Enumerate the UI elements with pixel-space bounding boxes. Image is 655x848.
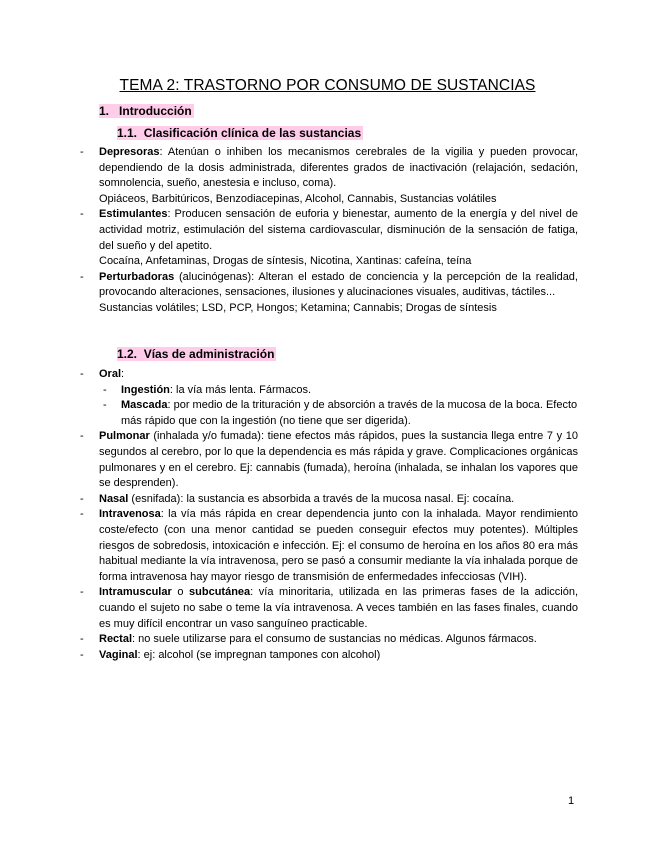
- term-mascada: Mascada: [121, 399, 168, 412]
- examples-estimulantes: Cocaína, Anfetaminas, Drogas de síntesis, Nicotina, Xantinas: cafeína, teína: [99, 255, 472, 268]
- list-dash: -: [103, 383, 107, 396]
- list-item-intravenosa: [80, 507, 578, 585]
- term-oral: Oral: [99, 368, 122, 380]
- list-dash: -: [80, 633, 84, 646]
- term-intravenosa: Intravenosa: [99, 508, 161, 521]
- routes-list: [80, 367, 579, 663]
- text-oral: :: [121, 368, 125, 380]
- list-dash: -: [80, 430, 84, 443]
- heading-label: Introducción: [119, 104, 192, 118]
- connector-o: o: [171, 586, 190, 599]
- classification-list: [80, 145, 578, 317]
- heading-number: 1.2.: [117, 347, 138, 361]
- term-perturbadoras: Perturbadoras: [99, 270, 175, 283]
- document-title: TEMA 2: TRASTORNO POR CONSUMO DE SUSTANCIAS: [119, 77, 536, 94]
- text-perturbadoras: (alucinógenas): Alteran el estado de conciencia y la percepción de la realidad, provocando alteraciones, sensaciones, ilusiones y alucinaciones visuales, auditivas, táctiles...: [99, 270, 578, 299]
- list-item-depresoras: [80, 145, 578, 207]
- term-pulmonar: Pulmonar: [99, 430, 150, 443]
- list-item-perturbadoras: [80, 270, 578, 317]
- text-vaginal: : ej: alcohol (se impregnan tampones con alcohol): [137, 648, 381, 661]
- list-dash: -: [80, 492, 84, 505]
- list-dash: -: [80, 648, 84, 661]
- term-vaginal: Vaginal: [99, 648, 138, 661]
- heading-number: 1.1.: [117, 126, 138, 140]
- list-dash: -: [80, 270, 84, 283]
- heading-introduccion: [99, 104, 194, 118]
- list-item-intramuscular: [80, 585, 579, 632]
- sub-item-mascada: [103, 398, 578, 429]
- text-rectal: : no suele utilizarse para el consumo de sustancias no médicas. Algunos fármacos.: [132, 633, 537, 646]
- list-item-oral: [80, 367, 578, 429]
- term-rectal: Rectal: [99, 633, 133, 646]
- term-subcutanea: subcutánea: [189, 586, 251, 599]
- text-nasal: (esnifada): la sustancia es absorbida a través de la mucosa nasal. Ej: cocaína.: [128, 492, 515, 505]
- list-dash: -: [80, 586, 84, 599]
- heading-label: Clasificación clínica de las sustancias: [143, 126, 362, 140]
- text-intramuscular: : vía minoritaria, utilizada en las primeras fases de la adicción, cuando el sujeto no sabe o teme la vía intravenosa. A veces también en las fases finales, cuando es muy difícil encontrar un vaso sanguíneo practicable.: [99, 586, 579, 630]
- term-nasal: Nasal: [99, 492, 129, 505]
- text-pulmonar: (inhalada y/o fumada): tiene efectos más rápidos, pues la sustancia llega entre 7 y 10 segundos al cerebro, por lo que la dependencia es más rápida y grave. Complicaciones orgánicas pulmonares y en el cerebro. Ej: cannabis (fumada), heroína (inhalada, se inhalan los vapores que se desprenden).: [99, 430, 578, 490]
- list-item-nasal: [80, 492, 578, 508]
- text-mascada: : por medio de la trituración y de absorción a través de la mucosa de la boca. Efecto más rápido que con la ingestión (no tiene que ser digerida).: [121, 399, 578, 427]
- text-intravenosa: : la vía más rápida en crear dependencia junto con la inhalada. Mayor rendimiento coste/efecto (con una menor cantidad se pueden conseguir efectos muy potentes). Múltiples riesgos de sobredosis, intoxicación e infección. Ej: el consumo de heroína en los años 80 era más habitual mediante la vía intravenosa, pero se pasó a consumir mediante la vía inhalada porque de forma intravenosa hay mayor riesgo de transmisión de enfermedades infecciosas (VIH).: [99, 508, 578, 583]
- term-estimulantes: Estimulantes: [99, 208, 168, 221]
- list-dash: -: [80, 146, 84, 158]
- list-item-vaginal: [80, 648, 578, 664]
- heading-label: Vías de administración: [143, 347, 275, 361]
- heading-number: 1.: [99, 104, 110, 118]
- heading-vias: [117, 347, 276, 361]
- list-dash: -: [80, 368, 84, 380]
- list-item-rectal: [80, 632, 578, 648]
- text-depresoras: : Atenúan o inhiben los mecanismos cerebrales de la vigilia y pueden provocar, dependiendo de la dosis administrada, diferentes grados de inactivación (relajación, sedación, somnolencia, sueño, anestesia e incluso, coma).: [99, 146, 578, 190]
- list-item-pulmonar: [80, 429, 578, 491]
- sub-item-ingestion: [103, 383, 578, 399]
- list-dash: -: [80, 208, 84, 221]
- list-item-estimulantes: [80, 207, 578, 269]
- term-ingestion: Ingestión: [121, 383, 170, 396]
- term-intramuscular: Intramuscular: [99, 586, 172, 599]
- list-dash: -: [103, 399, 107, 412]
- list-dash: -: [80, 508, 84, 521]
- heading-clasificacion: [117, 126, 363, 140]
- examples-perturbadoras: Sustancias volátiles; LSD, PCP, Hongos; Ketamina; Cannabis; Drogas de síntesis: [99, 301, 497, 314]
- text-estimulantes: : Producen sensación de euforia y bienestar, aumento de la energía y del nivel de actividad motriz, estimulación del sistema cardiovascular, disminución de la sensación de fatiga, del sueño y del apetito.: [99, 208, 578, 252]
- examples-depresoras: Opiáceos, Barbitúricos, Benzodiacepinas, Alcohol, Cannabis, Sustancias volátiles: [99, 192, 497, 205]
- text-ingestion: : la vía más lenta. Fármacos.: [169, 383, 312, 396]
- term-depresoras: Depresoras: [99, 146, 160, 158]
- page-number: 1: [568, 795, 575, 807]
